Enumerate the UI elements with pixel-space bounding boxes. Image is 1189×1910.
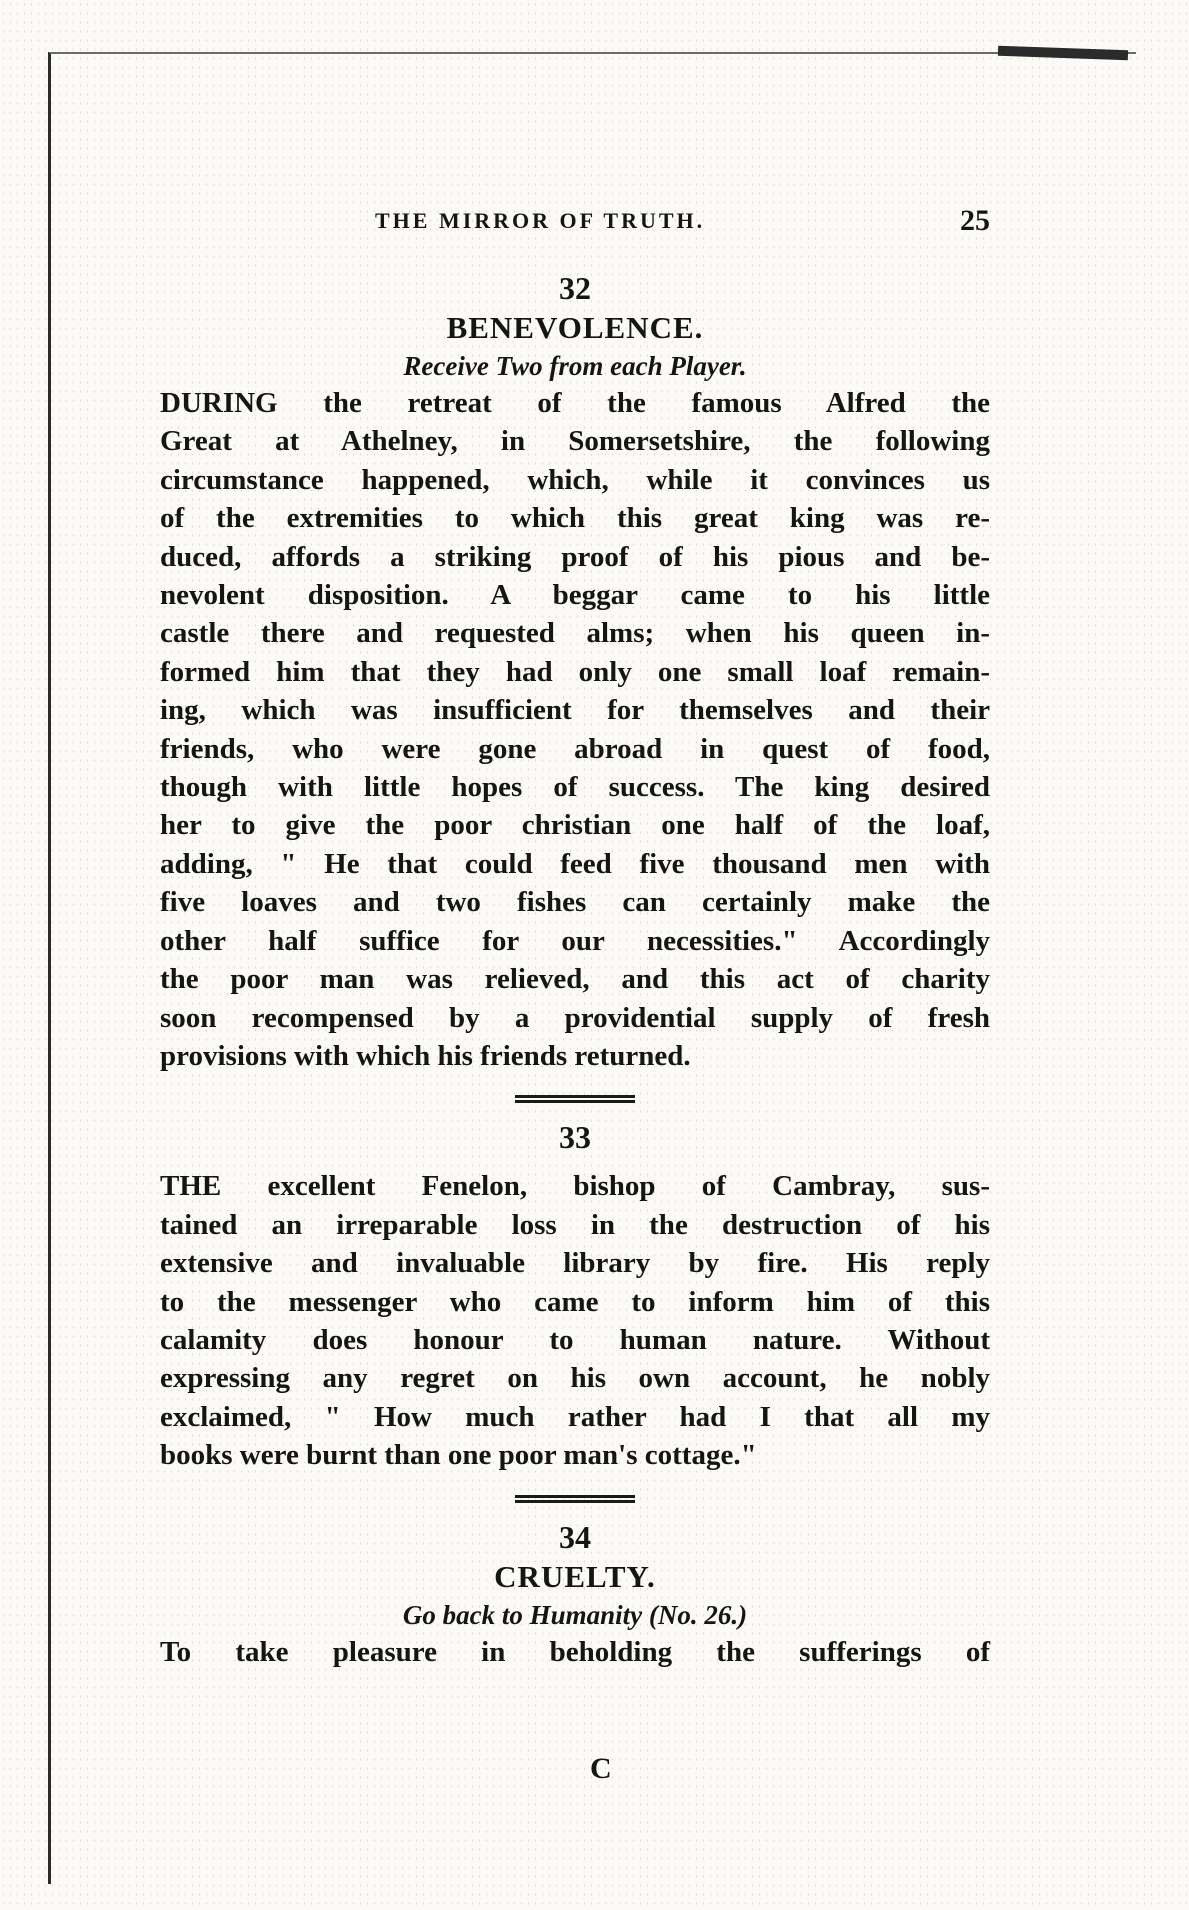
entry-33 [160, 1117, 990, 1474]
body-line: THE excellent Fenelon, bishop of Cambray, sus- [160, 1170, 990, 1203]
body-line: books were burnt than one poor man's cottage." [160, 1439, 757, 1472]
body-line: provisions with which his friends returned. [160, 1039, 691, 1072]
body-line: of the extremities to which this great king was re- [160, 502, 990, 535]
page-number: 25 [960, 204, 990, 237]
body-line: five loaves and two fishes can certainly make the [160, 886, 990, 919]
body-line: to the messenger who came to inform him of this [160, 1285, 990, 1318]
body-line: castle there and requested alms; when his queen in- [160, 617, 990, 650]
entry-instruction: Receive Two from each Player. [403, 351, 747, 381]
body-line: extensive and invaluable library by fire. His reply [160, 1247, 990, 1280]
signature-mark: C [590, 1752, 612, 1785]
body-line: calamity does honour to human nature. Without [160, 1323, 990, 1356]
section-divider [515, 1495, 635, 1503]
section-divider [515, 1095, 635, 1103]
body-line: To take pleasure in beholding the sufferings of [160, 1635, 990, 1668]
body-line: other half suffice for our necessities." Accordingly [160, 924, 990, 957]
entry-body [160, 384, 990, 1075]
body-line: tained an irreparable loss in the destruction of his [160, 1208, 990, 1241]
body-line: the poor man was relieved, and this act of charity [160, 963, 990, 996]
body-line: nevolent disposition. A beggar came to his little [160, 579, 990, 612]
entry-32 [160, 268, 990, 1075]
body-line: friends, who were gone abroad in quest of food, [160, 732, 990, 765]
entry-instruction: Go back to Humanity (No. 26.) [402, 1599, 748, 1630]
entry-34 [160, 1517, 990, 1671]
body-line: formed him that they had only one small loaf remain- [160, 655, 990, 688]
spacer [160, 1157, 990, 1167]
body-line: exclaimed, " How much rather had I that all my [160, 1400, 990, 1433]
entry-body [160, 1167, 990, 1474]
entry-number: 34 [559, 1518, 591, 1555]
entry-number: 33 [559, 1119, 591, 1156]
entry-title: CRUELTY. [494, 1558, 656, 1594]
text-column [160, 268, 990, 1671]
body-line: her to give the poor christian one half of the loaf, [160, 809, 990, 842]
body-line: duced, affords a striking proof of his pious and be- [160, 540, 990, 573]
body-line: circumstance happened, which, while it convinces us [160, 463, 990, 496]
entry-title: BENEVOLENCE. [446, 310, 704, 345]
running-head: THE MIRROR OF TRUTH. [375, 208, 706, 233]
body-line: expressing any regret on his own account, he nobly [160, 1362, 990, 1395]
body-line: though with little hopes of success. The king desired [160, 771, 990, 804]
body-line: soon recompensed by a providential supply of fresh [160, 1001, 990, 1034]
page-header [160, 204, 990, 244]
entry-number: 32 [559, 270, 591, 306]
body-line: adding, " He that could feed five thousand men with [160, 847, 990, 880]
body-line: ing, which was insufficient for themselves and their [160, 694, 990, 727]
body-line: DURING the retreat of the famous Alfred the [160, 387, 990, 419]
body-line: Great at Athelney, in Somersetshire, the following [160, 425, 990, 458]
entry-body [160, 1633, 990, 1671]
